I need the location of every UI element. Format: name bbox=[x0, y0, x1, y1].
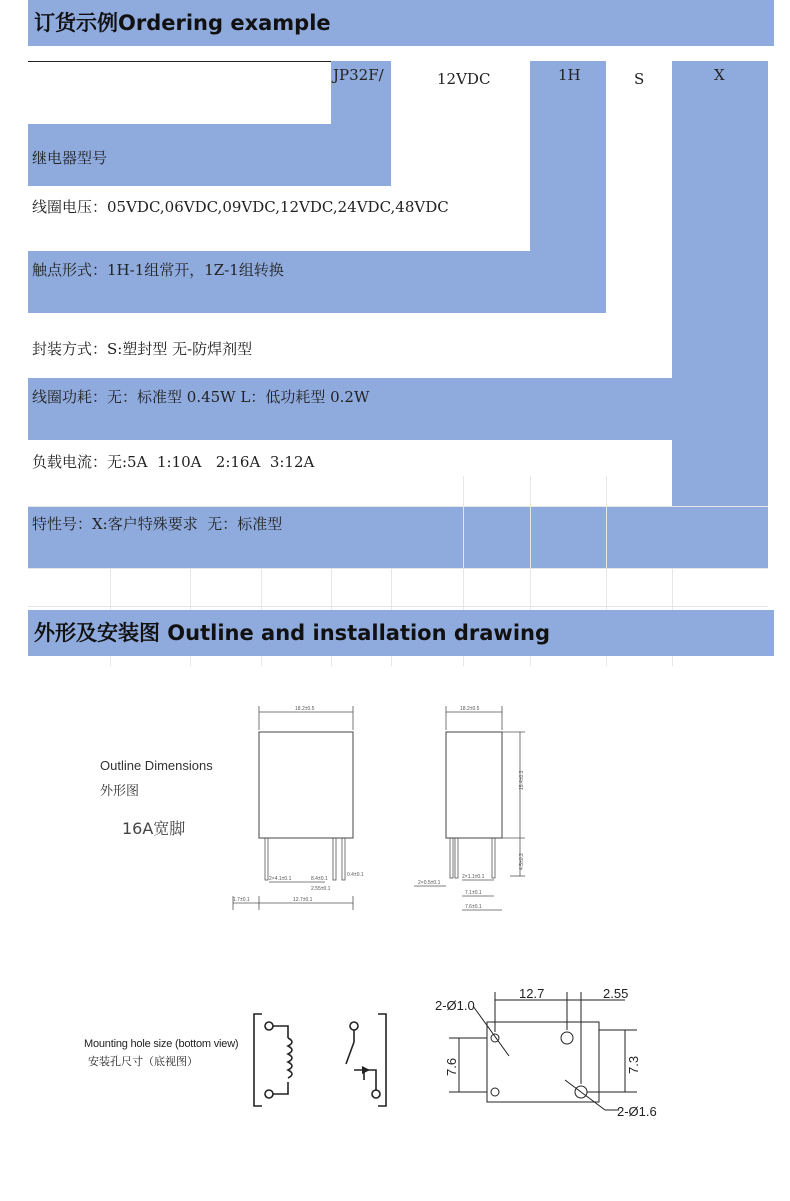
variant-label: 16A宽脚 bbox=[122, 819, 186, 838]
dim-side-c: 7.1±0.1 bbox=[465, 890, 482, 896]
code-voltage: 12VDC bbox=[437, 70, 491, 88]
pitch-y-left-label: 7.6 bbox=[444, 1057, 459, 1076]
ordering-header bbox=[28, 0, 774, 46]
offset-x-label: 2.55 bbox=[603, 986, 629, 1001]
outline-side-view bbox=[410, 700, 540, 920]
row-model: 继电器型号 bbox=[32, 149, 108, 167]
hole-large-label: 2-Ø1.6 bbox=[617, 1104, 657, 1119]
dim-bottom-left: 1.7±0.1 bbox=[233, 897, 250, 903]
mounting-label-cn: 安装孔尺寸（底视图） bbox=[88, 1055, 198, 1068]
pitch-x-label: 12.7 bbox=[519, 986, 545, 1001]
dim-pin-pitch-b: 8.4±0.1 bbox=[311, 876, 328, 882]
dim-bottom-mid: 12.7±0.1 bbox=[293, 897, 313, 903]
dim-front-width: 18.2±0.5 bbox=[295, 706, 315, 712]
code-contact: 1H bbox=[558, 66, 581, 84]
dim-side-pin: 4.5±0.3 bbox=[519, 853, 525, 870]
pitch-y-right-label: 7.3 bbox=[626, 1055, 641, 1074]
ordering-title: 订货示例Ordering example bbox=[34, 11, 331, 35]
row-load-current: 负载电流：无:5A 1:10A 2:16A 3:12A bbox=[32, 453, 315, 471]
outline-header bbox=[28, 610, 774, 656]
outline-front-view bbox=[225, 700, 375, 920]
outline-title: 外形及安装图 Outline and installation drawing bbox=[34, 621, 551, 645]
dim-pin-span: 2.55±0.1 bbox=[311, 886, 331, 892]
dim-side-a: 2×0.5±0.1 bbox=[418, 880, 441, 886]
row-contact-form: 触点形式：1H-1组常开，1Z-1组转换 bbox=[32, 261, 284, 279]
dim-pin-width: 0.4±0.1 bbox=[347, 872, 364, 878]
row-coil-power: 线圈功耗：无：标准型 0.45W L：低功耗型 0.2W bbox=[32, 388, 370, 406]
row-package: 封装方式：S:塑封型 无-防焊剂型 bbox=[32, 340, 253, 358]
dim-pin-pitch-a: 2×4.1±0.1 bbox=[269, 876, 292, 882]
dim-side-height: 15.4±0.3 bbox=[519, 770, 525, 790]
mounting-label-en: Mounting hole size (bottom view) bbox=[84, 1038, 239, 1050]
dim-side-width: 18.2±0.5 bbox=[460, 706, 480, 712]
code-package: S bbox=[634, 70, 645, 88]
row-feature: 特性号：X:客户特殊要求 无：标准型 bbox=[32, 515, 283, 533]
relay-schematic bbox=[250, 1008, 390, 1112]
row-coil-voltage: 线圈电压：05VDC,06VDC,09VDC,12VDC,24VDC,48VDC bbox=[32, 198, 449, 216]
mounting-hole-drawing bbox=[425, 980, 665, 1125]
outline-label-cn: 外形图 bbox=[100, 784, 140, 799]
code-feature: X bbox=[714, 66, 725, 84]
dim-side-b: 2×1.1±0.1 bbox=[462, 874, 485, 880]
outline-label-en: Outline Dimensions bbox=[100, 758, 213, 773]
code-model: JP32F/ bbox=[333, 66, 384, 84]
hole-small-label: 2-Ø1.0 bbox=[435, 998, 475, 1013]
dim-side-d: 7.6±0.1 bbox=[465, 904, 482, 910]
